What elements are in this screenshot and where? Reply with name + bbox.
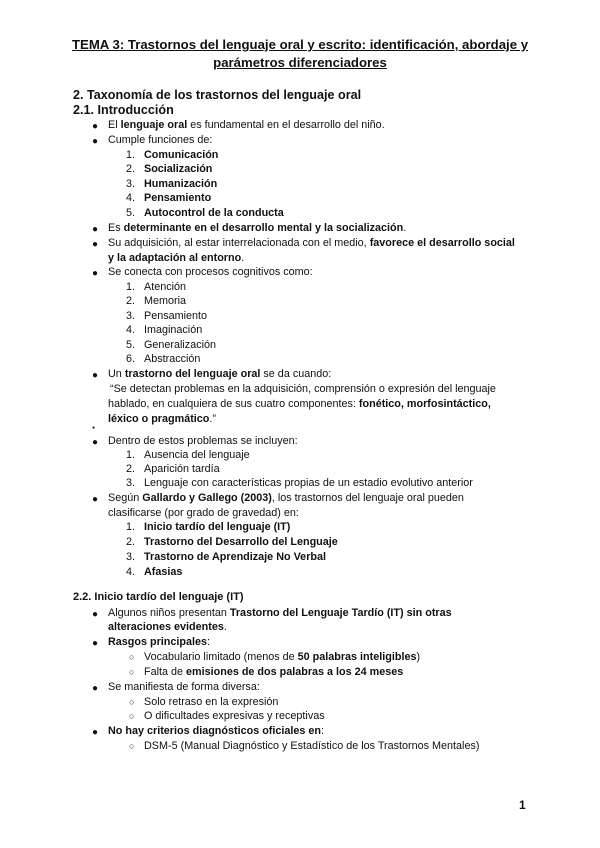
list-item: Inicio tardío del lenguaje (IT) (144, 521, 291, 533)
paragraph: Algunos niños presentan Trastorno del Lenguaje Tardío (IT) sin otras (108, 607, 452, 619)
bullet-icon: ● (92, 494, 99, 505)
bullet-icon: ● (92, 683, 99, 694)
list-item: Vocabulario limitado (menos de 50 palabras inteligibles) (144, 651, 421, 663)
list-item: Ausencia del lenguaje (144, 449, 250, 461)
list-item: Socialización (144, 163, 213, 175)
paragraph: Un trastorno del lenguaje oral se da cuando: (108, 368, 332, 380)
list-item: Pensamiento (144, 310, 208, 322)
bullet-icon: ● (92, 370, 99, 381)
subsection-heading: 2.1. Introducción (73, 103, 174, 117)
circle-bullet-icon: ○ (129, 711, 135, 721)
bullet-icon: ● (92, 609, 99, 620)
list-item: Pensamiento (144, 192, 212, 204)
bullet-icon: ● (92, 239, 99, 250)
paragraph: Su adquisición, al estar interrelacionada con el medio, favorece el desarrollo social (108, 237, 515, 249)
circle-bullet-icon: ○ (129, 667, 135, 677)
list-item: Autocontrol de la conducta (144, 207, 284, 219)
list-item: Trastorno de Aprendizaje No Verbal (144, 551, 326, 563)
page-title: TEMA 3: Trastornos del lenguaje oral y escrito: identificación, abordaje y parámetros diferenciadores (71, 37, 529, 70)
list-item: Solo retraso en la expresión (144, 696, 279, 708)
circle-bullet-icon: ○ (129, 652, 135, 662)
list-item: Atención (144, 281, 187, 293)
paragraph: Es determinante en el desarrollo mental y la socialización. (108, 222, 407, 234)
list-item: Comunicación (144, 149, 219, 161)
quote-line: hablado, en cualquiera de sus cuatro componentes: fonético, morfosintáctico, (108, 398, 491, 410)
circle-bullet-icon: ○ (129, 697, 135, 707)
list-item: Memoria (144, 295, 186, 307)
circle-bullet-icon: ○ (129, 741, 135, 751)
section-heading: 2. Taxonomía de los trastornos del lenguaje oral (73, 88, 362, 102)
paragraph: El lenguaje oral es fundamental en el desarrollo del niño. (108, 119, 385, 131)
paragraph: Se conecta con procesos cognitivos como: (108, 266, 313, 278)
quote-line: léxico o pragmático.” (108, 413, 217, 425)
list-item: O dificultades expresivas y receptivas (144, 710, 325, 722)
bullet-icon: ● (92, 638, 99, 649)
paragraph: Dentro de estos problemas se incluyen: (108, 435, 298, 447)
bullet-icon: ● (92, 136, 99, 147)
list-item: Afasias (144, 566, 183, 578)
paragraph: Rasgos principales: (108, 636, 211, 648)
paragraph-continuation: clasificarse (por grado de gravedad) en: (108, 507, 299, 519)
bullet-icon: ● (92, 437, 99, 448)
list-item: Aparición tardía (144, 463, 220, 475)
list-item: Generalización (144, 339, 217, 351)
paragraph-continuation: y la adaptación al entorno. (108, 252, 245, 264)
page-number: 1 (519, 798, 526, 812)
document-page: TEMA 3: Trastornos del lenguaje oral y escrito: identificación, abordaje y parámetros diferenciadores 2. Taxonomía de los trastornos del lenguaje oral 2.1. Introducción ● El lenguaje oral es fundamental en el desarrollo del niño. ● Cumple funciones de: 1. Comunicación 2. Socialización 3. Humanización 4. Pensamiento 5. Autocontrol de la conducta ● Es determinante en el desarrollo mental y la socialización. ● Su adquisición, al estar interrelacionada con el medio, favorece el desarrollo social y la adaptación al entorno. ● Se conecta con procesos cognitivos como: 1. Atención 2. Memoria 3. Pensamiento 4. Imaginación 5. Generalización 6. Abstracción ● Un trastorno del lenguaje oral se da cuando: “Se detectan problemas en la adquisición, comprensión o expresión del lenguaje hablado, en cualquiera de sus cuatro componentes: fonético, morfosintáctico, léxico o pragmático.” ● ● Dentro de estos problemas se incluyen: 1. Ausencia del lenguaje 2. Aparición tardía 3. Lenguaje con características propias de un estadio evolutivo anterior ● Según Gallardo y Gallego (2003), los trastornos del lenguaje oral pueden clasificarse (por grado de gravedad) en: 1. Inicio tardío del lenguaje (IT) 2. Trastorno del Desarrollo del Lenguaje 3. Trastorno de Aprendizaje No Verbal 4. Afasias 2.2. Inicio tardío del lenguaje (IT) ● Algunos niños presentan Trastorno del Lenguaje Tardío (IT) sin otras alteraciones evidentes. ● Rasgos principales: ○ Vocabulario limitado (menos de 50 palabras inteligibles) ○ Falta de emisiones de dos palabras a los 24 meses ● Se manifiesta de forma diversa: ○ Solo retraso en la expresión ○ O dificultades expresivas y receptivas ● No hay criterios diagnósticos oficiales en: ○ DSM-5 (Manual Diagnóstico y Estadístico de los Trastornos Mentales) 1 (0, 0, 600, 848)
quote-line: “Se detectan problemas en la adquisición, comprensión o expresión del lenguaje (110, 383, 496, 395)
bullet-icon: ● (92, 121, 99, 132)
bullet-icon: ● (92, 425, 96, 431)
paragraph: Cumple funciones de: (108, 134, 213, 146)
paragraph: Se manifiesta de forma diversa: (108, 681, 260, 693)
bullet-icon: ● (92, 268, 99, 279)
bullet-icon: ● (92, 727, 99, 738)
list-item: Imaginación (144, 324, 203, 336)
paragraph: Según Gallardo y Gallego (2003), los trastornos del lenguaje oral pueden (108, 492, 464, 504)
list-item: Lenguaje con características propias de un estadio evolutivo anterior (144, 477, 473, 489)
list-item: Falta de emisiones de dos palabras a los 24 meses (144, 666, 404, 678)
bullet-icon: ● (92, 224, 99, 235)
paragraph-continuation: alteraciones evidentes. (108, 621, 227, 633)
list-item: Abstracción (144, 353, 201, 365)
paragraph: No hay criterios diagnósticos oficiales en: (108, 725, 325, 737)
list-item: Humanización (144, 178, 218, 190)
subsection-heading: 2.2. Inicio tardío del lenguaje (IT) (73, 591, 244, 603)
list-item: Trastorno del Desarrollo del Lenguaje (144, 536, 338, 548)
list-item: DSM-5 (Manual Diagnóstico y Estadístico de los Trastornos Mentales) (144, 740, 480, 752)
